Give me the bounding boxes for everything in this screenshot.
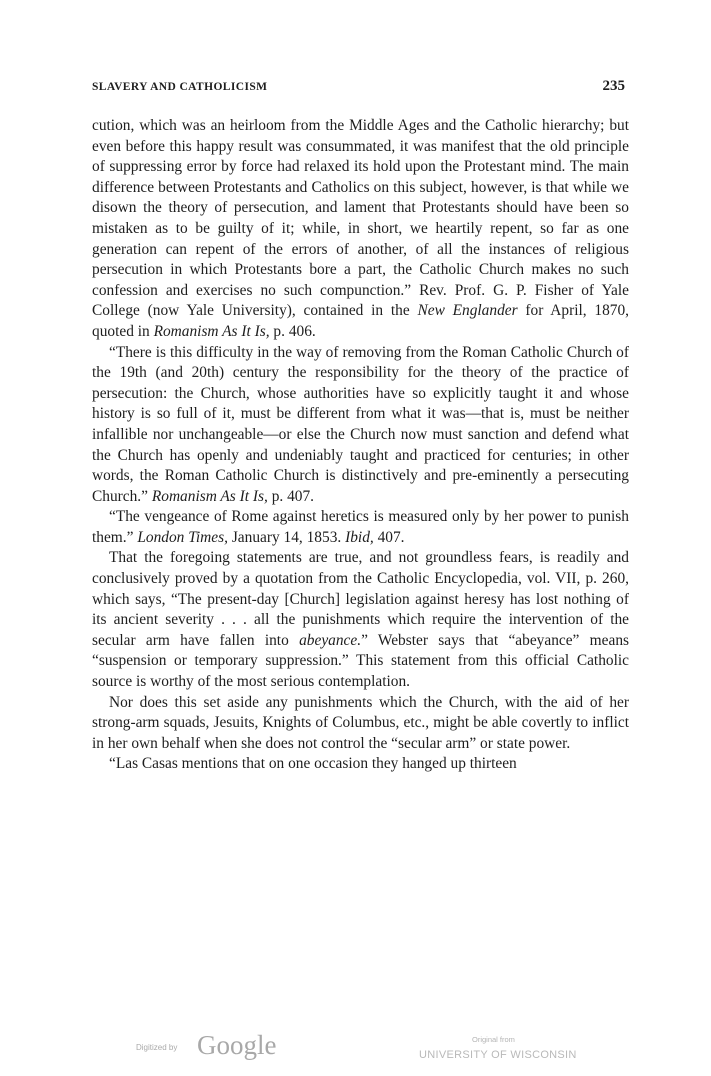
italic-term: abeyance. bbox=[299, 631, 362, 649]
text-run: “The vengeance of Rome against heretics is measured only by her power to punish them.” bbox=[92, 508, 629, 546]
text-run: “Las Casas mentions that on one occasion they hanged up thirteen bbox=[109, 755, 517, 773]
text-run: “There is this difficulty in the way of removing from the Roman Catholic Church of the 19th (and 20th) century the responsibility for the theory of the practice of persecution: the Church, whose authorities have so explicitly taught it and whose history is so full of it, must be different from what it was—that is, must be neither infallible nor unchangeable—or else the Church now must sanction and defend what the Church has openly and undeniably taught and practiced for centuries; in other words, the Roman Catholic Church is distinctively and pre-eminently a persecuting Church.” bbox=[92, 343, 629, 505]
digitized-by-label: Digitized by bbox=[136, 1043, 178, 1052]
italic-citation: Romanism As It Is, bbox=[153, 322, 270, 340]
original-from-label: Original from bbox=[472, 1035, 515, 1044]
italic-citation: Ibid, bbox=[345, 528, 374, 546]
body-text bbox=[92, 116, 629, 774]
paragraph-encyclopedia bbox=[92, 548, 629, 692]
italic-citation: New Englander bbox=[417, 302, 518, 320]
page-header bbox=[92, 78, 625, 95]
text-run: p. 406. bbox=[269, 322, 316, 340]
text-run: Nor does this set aside any punishments which the Church, with the aid of her strong-arm squads, Jesuits, Knights of Columbus, etc., might be able covertly to inflict in her own behalf when she does not control the “secular arm” or state power. bbox=[92, 693, 629, 752]
paragraph-secular-arm bbox=[92, 693, 629, 755]
paragraph-las-casas bbox=[92, 754, 629, 774]
text-run: cution, which was an heirloom from the Middle Ages and the Catholic hierarchy; but even before this happy result was consummated, it was manifest that the old principle of suppressing error by force had relaxed its hold upon the Protestant mind. The main difference between Protestants and Catholics on this subject, however, is that while we disown the theory of persecution, and lament that Protestants should have been so mistaken as to be guilty of it; while, in short, we heartily repent, so far as one generation can repent of the errors of another, of all the instances of religious persecution in which Protestants bore a part, the Catholic Church makes no such confession and exercises no such compunction.” Rev. Prof. G. P. Fisher of Yale College (now Yale University), contained in the bbox=[92, 117, 629, 320]
digitization-footer bbox=[0, 1030, 711, 1070]
university-label: UNIVERSITY OF WISCONSIN bbox=[419, 1049, 577, 1061]
page-number: 235 bbox=[602, 78, 625, 94]
paragraph-vengeance-quote bbox=[92, 507, 629, 548]
google-logo: Google bbox=[197, 1030, 277, 1060]
paragraph-difficulty-quote bbox=[92, 343, 629, 508]
text-run: p. 407. bbox=[267, 487, 315, 505]
text-run: 407. bbox=[373, 528, 405, 546]
running-head: SLAVERY AND CATHOLICISM bbox=[92, 81, 268, 93]
paragraph-fisher-quote bbox=[92, 116, 629, 343]
text-run: January 14, 1853. bbox=[227, 528, 346, 546]
italic-citation: London Times, bbox=[137, 528, 228, 546]
italic-citation: Romanism As It Is, bbox=[151, 487, 268, 505]
text-run: ” Webster says that “abeyance” means “suspension or temporary suppression.” This statement from this official Catholic source is worthy of the most serious contemplation. bbox=[92, 631, 630, 691]
text-run: for April, 1870, quoted in bbox=[92, 302, 630, 340]
text-run: That the foregoing statements are true, and not groundless fears, is readily and conclusively proved by a quotation from the Catholic Encyclopedia, vol. VII, p. 260, which says, “The present-day [Church] legislation against heresy has lost nothing of its ancient severity . . . all the punishments which require the intervention of the secular arm have fallen into bbox=[92, 549, 629, 649]
